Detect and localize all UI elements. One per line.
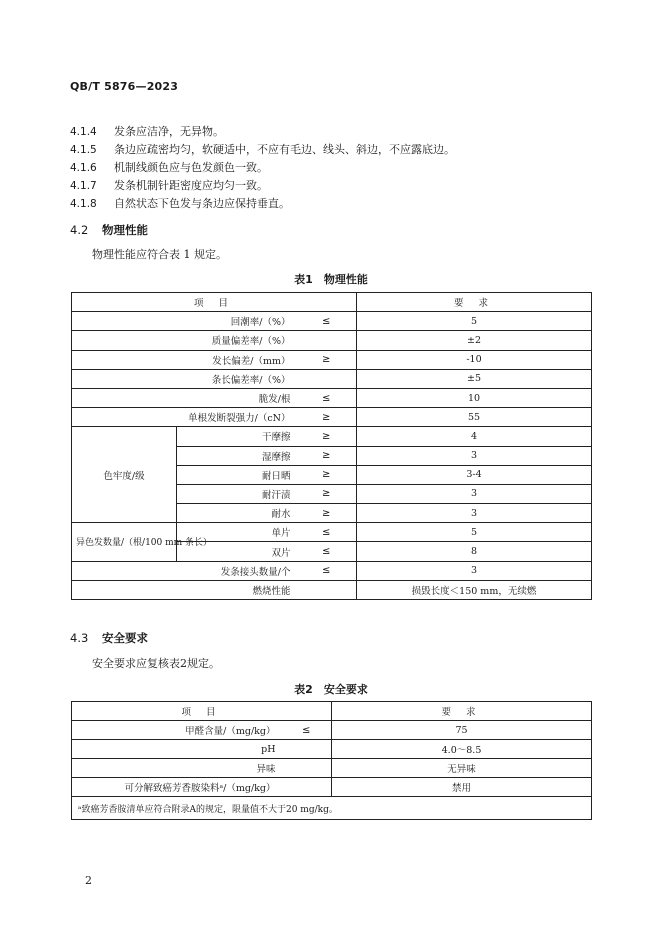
row-item: 单根发断裂强力/（cN） [72, 408, 297, 427]
clause-4-1-6 [70, 161, 268, 175]
table-footnote: ᵃ致癌芳香胺清单应符合附录A的规定，限量值不大于20 mg/kg。 [72, 797, 592, 820]
header-item: 项 目 [72, 293, 357, 312]
row-item: 双片 [177, 542, 297, 561]
row-symbol [297, 331, 357, 350]
row-requirement: 3-4 [357, 465, 592, 484]
row-item: 质量偏差率/（%） [72, 331, 297, 350]
row-symbol: ≥ [297, 408, 357, 427]
table1-caption: 表1 物理性能 [294, 273, 368, 286]
row-requirement: 5 [357, 312, 592, 331]
row-symbol: ≤ [297, 312, 357, 331]
table-row [72, 721, 592, 740]
row-symbol: ≤ [297, 542, 357, 561]
clause-number: 4.1.8 [70, 198, 97, 210]
clause-4-1-4 [70, 125, 224, 139]
section-title: 物理性能 [102, 223, 148, 237]
row-item: 发条接头数量/个 [72, 561, 297, 580]
table-row [72, 759, 592, 778]
clause-text: 发条应洁净，无异物。 [114, 125, 224, 138]
row-symbol [282, 740, 332, 759]
row-requirement: 4.0～8.5 [332, 740, 592, 759]
section-4-3-paragraph: 安全要求应复核表2规定。 [92, 657, 220, 670]
header-requirement: 要 求 [357, 293, 592, 312]
row-requirement: 3 [357, 484, 592, 503]
table-note-row [72, 797, 592, 820]
section-heading-4-3 [70, 630, 148, 646]
table-row [72, 331, 592, 350]
row-requirement: ±5 [357, 369, 592, 388]
row-symbol: ≥ [297, 427, 357, 446]
row-requirement: 损毁长度＜150 mm，无续燃 [357, 580, 592, 599]
table-row [72, 369, 592, 388]
clause-text: 机制线颜色应与色发颜色一致。 [114, 161, 268, 174]
table-row [72, 740, 592, 759]
row-requirement: 10 [357, 388, 592, 407]
group-label-color-fastness: 色牢度/级 [72, 427, 177, 523]
table-row [72, 778, 592, 797]
row-requirement: 5 [357, 523, 592, 542]
row-requirement: -10 [357, 350, 592, 369]
row-symbol [297, 580, 357, 599]
row-requirement: 55 [357, 408, 592, 427]
row-symbol: ≥ [297, 504, 357, 523]
table-row [72, 523, 592, 542]
table-header-row [72, 702, 592, 721]
table2-caption: 表2 安全要求 [294, 683, 368, 696]
row-item: 条长偏差率/（%） [72, 369, 297, 388]
row-symbol: ≤ [282, 721, 332, 740]
header-requirement: 要 求 [332, 702, 592, 721]
row-item: 干摩擦 [177, 427, 297, 446]
clause-number: 4.1.7 [70, 180, 97, 192]
row-requirement: 禁用 [332, 778, 592, 797]
row-symbol [297, 369, 357, 388]
clause-text: 自然状态下色发与条边应保持垂直。 [114, 197, 290, 210]
section-title: 安全要求 [102, 631, 148, 645]
row-requirement: ±2 [357, 331, 592, 350]
physical-properties-table [71, 292, 592, 600]
row-item: pH [72, 740, 282, 759]
row-requirement: 75 [332, 721, 592, 740]
safety-requirements-table [71, 701, 592, 820]
row-requirement: 无异味 [332, 759, 592, 778]
section-number: 4.2 [70, 223, 89, 237]
standard-code: QB/T 5876—2023 [70, 80, 179, 93]
row-requirement: 8 [357, 542, 592, 561]
table-header-row [72, 293, 592, 312]
row-symbol: ≤ [297, 561, 357, 580]
section-4-2-paragraph: 物理性能应符合表 1 规定。 [92, 248, 227, 261]
group-label-odd-color-hair: 异色发数量/（根/100 mm 条长） [72, 523, 177, 561]
clause-text: 条边应疏密均匀，软硬适中，不应有毛边、线头、斜边，不应露底边。 [114, 143, 455, 156]
row-requirement: 4 [357, 427, 592, 446]
row-requirement: 3 [357, 504, 592, 523]
table-row [72, 427, 592, 446]
row-symbol: ≥ [297, 465, 357, 484]
row-requirement: 3 [357, 561, 592, 580]
page-number: 2 [85, 874, 92, 887]
table-row [72, 580, 592, 599]
row-item: 发长偏差/（mm） [72, 350, 297, 369]
clause-text: 发条机制针距密度应均匀一致。 [114, 179, 268, 192]
section-heading-4-2 [70, 222, 148, 238]
row-item: 单片 [177, 523, 297, 542]
clause-number: 4.1.6 [70, 162, 97, 174]
clause-number: 4.1.4 [70, 126, 97, 138]
row-item: 异味 [72, 759, 282, 778]
table-row [72, 350, 592, 369]
row-symbol [282, 759, 332, 778]
row-item: 回潮率/（%） [72, 312, 297, 331]
table-row [72, 561, 592, 580]
row-symbol: ≥ [297, 350, 357, 369]
clause-4-1-8 [70, 197, 290, 211]
row-item: 脆发/根 [72, 388, 297, 407]
row-symbol: ≤ [297, 523, 357, 542]
row-symbol: ≥ [297, 446, 357, 465]
clause-4-1-7 [70, 179, 268, 193]
row-symbol [282, 778, 332, 797]
row-symbol: ≤ [297, 388, 357, 407]
table-row [72, 408, 592, 427]
row-item: 耐日晒 [177, 465, 297, 484]
clause-number: 4.1.5 [70, 144, 97, 156]
row-item: 可分解致癌芳香胺染料ᵃ/（mg/kg） [72, 778, 282, 797]
row-item: 湿摩擦 [177, 446, 297, 465]
row-item: 甲醛含量/（mg/kg） [72, 721, 282, 740]
row-item: 耐汗渍 [177, 484, 297, 503]
row-item: 燃烧性能 [72, 580, 297, 599]
row-symbol: ≥ [297, 484, 357, 503]
clause-4-1-5 [70, 143, 455, 157]
table-row [72, 312, 592, 331]
row-item: 耐水 [177, 504, 297, 523]
row-requirement: 3 [357, 446, 592, 465]
section-number: 4.3 [70, 631, 89, 645]
header-item: 项 目 [72, 702, 332, 721]
table-row [72, 388, 592, 407]
